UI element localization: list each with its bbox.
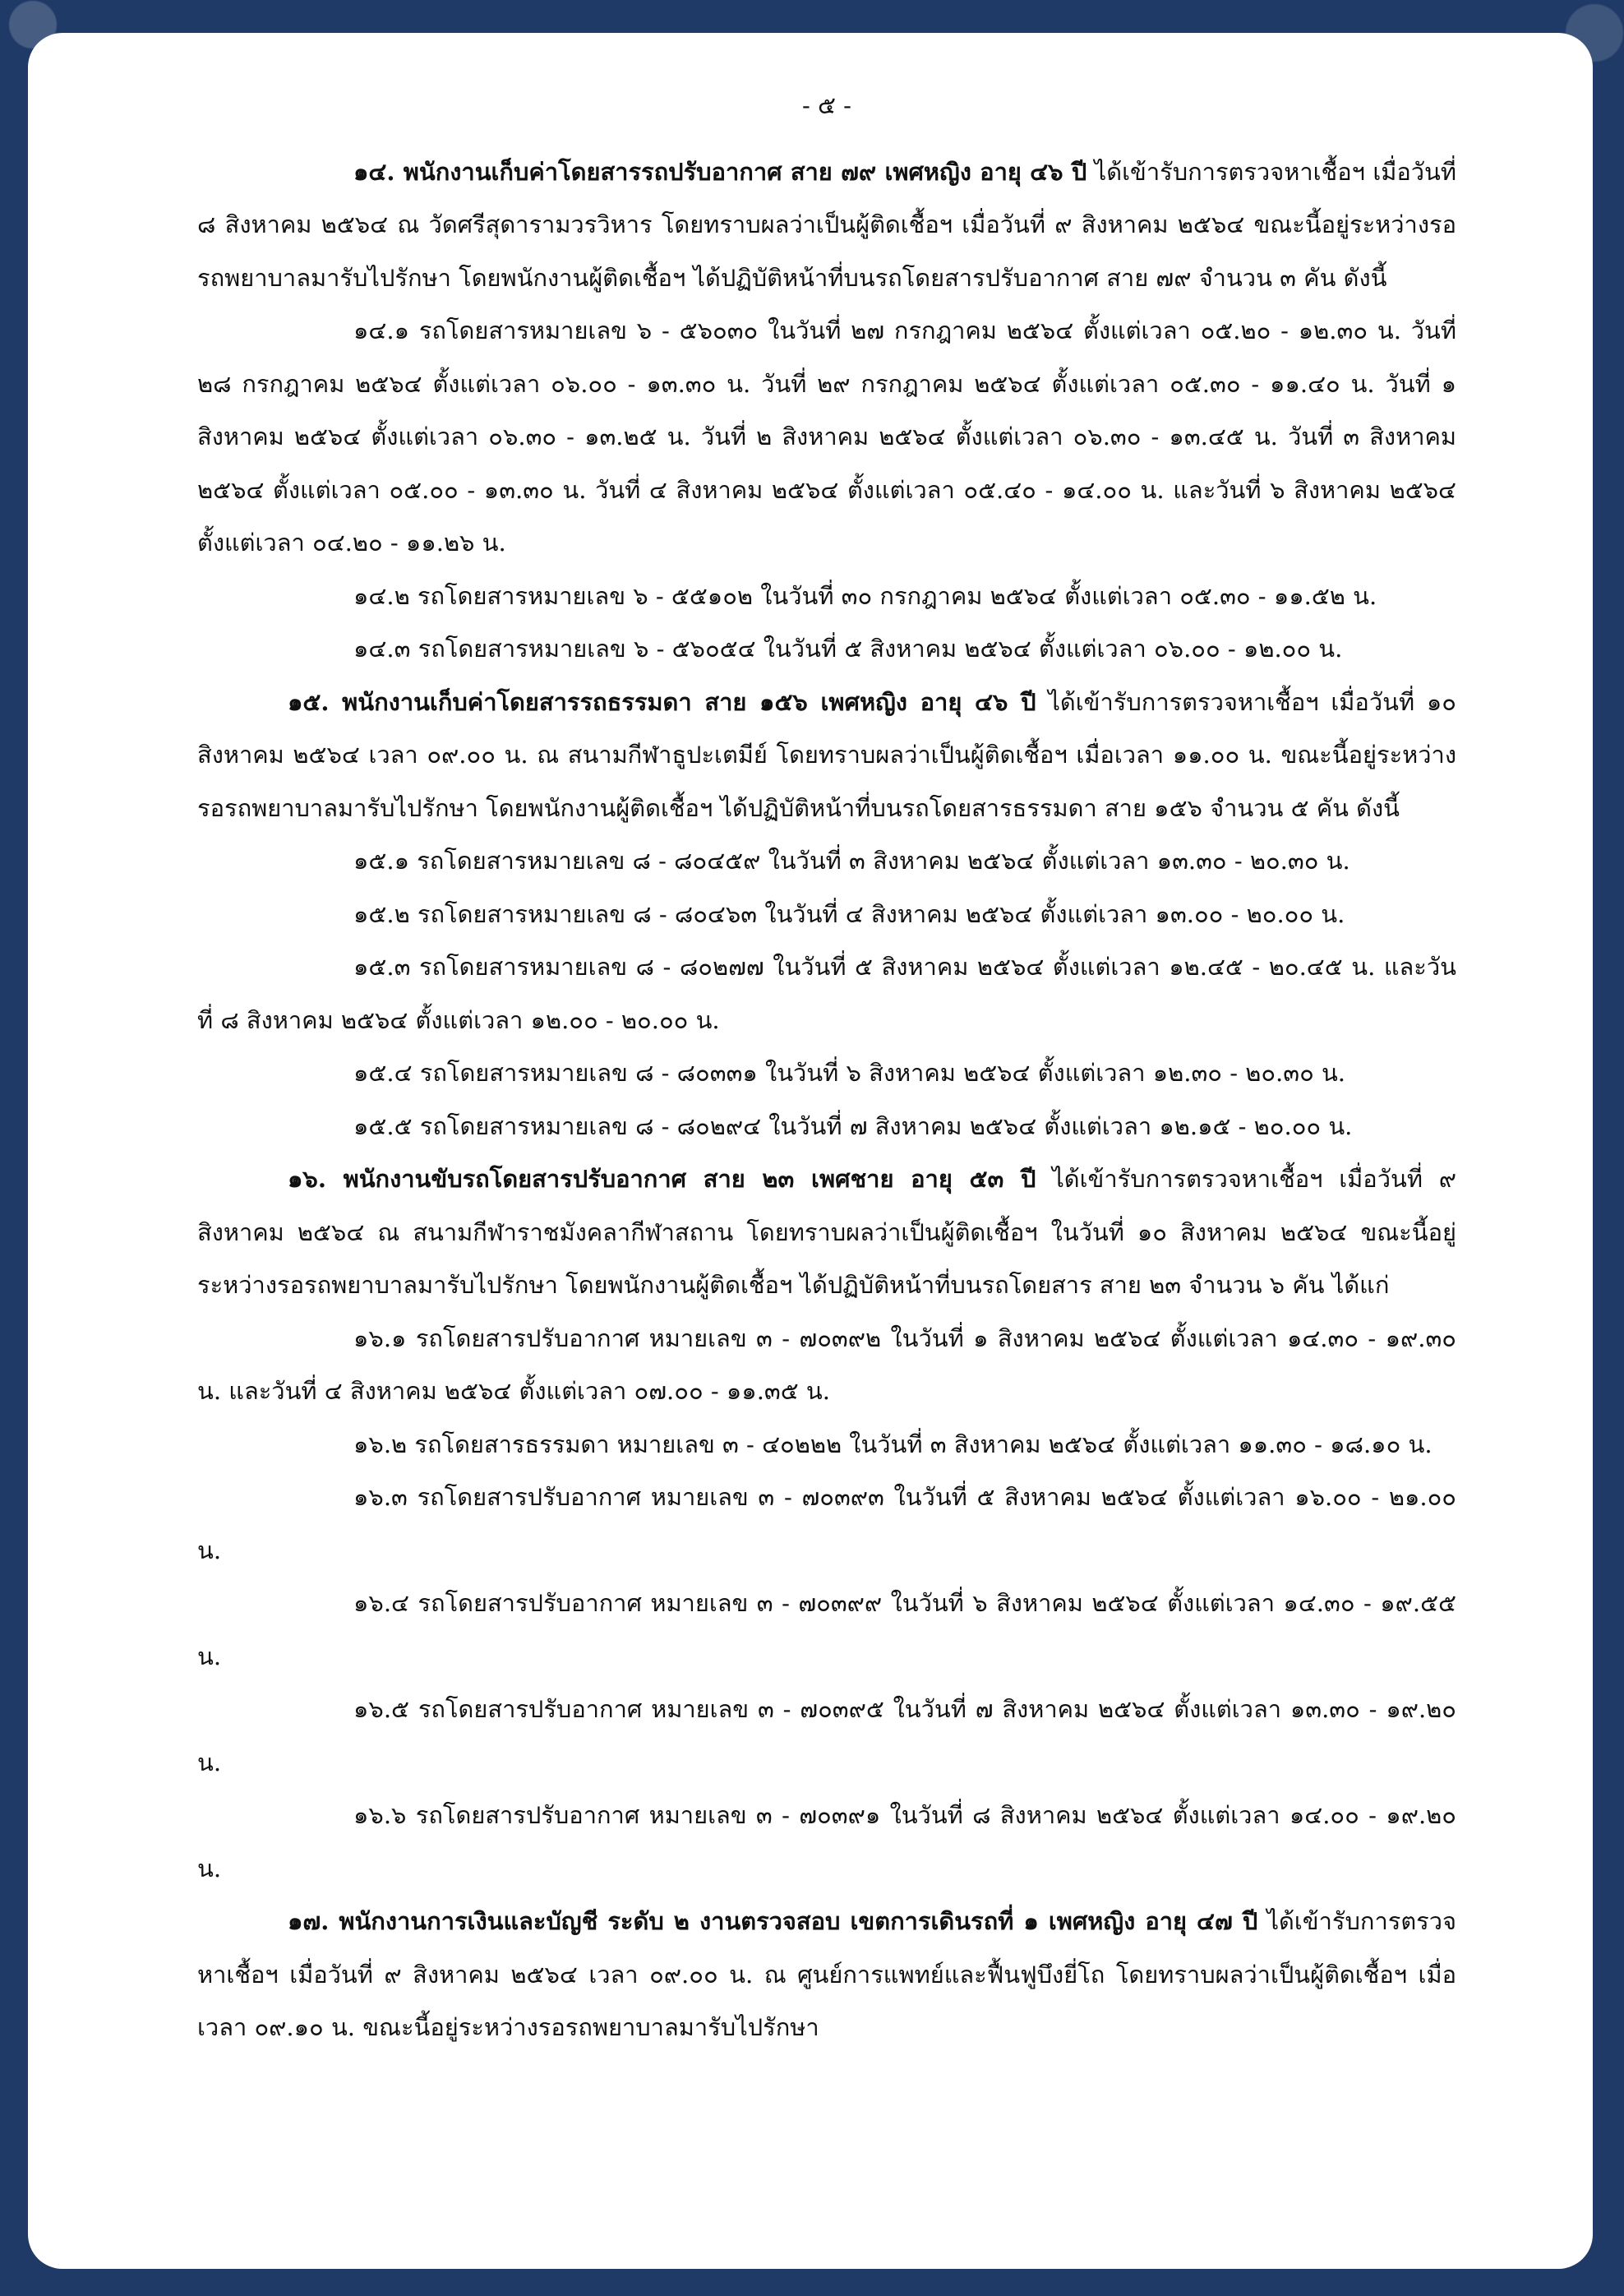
page-number: - ๕ - xyxy=(802,91,851,119)
item-16-2: ๑๖.๒ รถโดยสารธรรมดา หมายเลข ๓ - ๔๐๒๒๒ ในวันที่ ๓ สิงหาคม ๒๕๖๔ ตั้งแต่เวลา ๑๑.๓๐ - ๑๘.๑๐ น. xyxy=(353,1430,1433,1458)
item-16-5: ๑๖.๕ รถโดยสารปรับอากาศ หมายเลข ๓ - ๗๐๓๙๕ ในวันที่ ๗ สิงหาคม ๒๕๖๔ ตั้งแต่เวลา ๑๓.๓๐ - ๑๙.๒๐ น. xyxy=(197,1695,1457,1776)
item-17 xyxy=(197,1895,1456,2054)
item-16-text: ได้เข้ารับการตรวจหาเชื้อฯ เมื่อวันที่ ๙ สิงหาคม ๒๕๖๔ ณ สนามกีฬาราชมังคลากีฬาสถาน โดยทราบผลว่าเป็นผู้ติดเชื้อฯ ในวันที่ ๑๐ สิงหาคม ๒๕๖๔ ขณะนี้อยู่ระหว่างรอรถพยาบาลมารับไปรักษา โดยพนักงานผู้ติดเชื้อฯ ได้ปฏิบัติหน้าที่บนรถโดยสาร สาย ๒๓ จำนวน ๖ คัน ได้แก่ xyxy=(197,1165,1456,1299)
document-page xyxy=(28,33,1593,2269)
document-body xyxy=(197,79,1456,2054)
item-15-heading: ๑๕. พนักงานเก็บค่าโดยสารรถธรรมดา สาย ๑๕๖ เพศหญิง อายุ ๔๖ ปี xyxy=(288,687,1036,716)
item-14-2: ๑๔.๒ รถโดยสารหมายเลข ๖ - ๕๕๑๐๒ ในวันที่ ๓๐ กรกฎาคม ๒๕๖๔ ตั้งแต่เวลา ๐๕.๓๐ - ๑๑.๕๒ น. xyxy=(353,581,1377,610)
item-16 xyxy=(197,1153,1456,1312)
item-17-text: ได้เข้ารับการตรวจหาเชื้อฯ เมื่อวันที่ ๙ สิงหาคม ๒๕๖๔ เวลา ๐๙.๐๐ น. ณ ศูนย์การแพทย์และฟื้นฟูบึงยี่โถ โดยทราบผลว่าเป็นผู้ติดเชื้อฯ เมื่อเวลา ๐๙.๑๐ น. ขณะนี้อยู่ระหว่างรอรถพยาบาลมารับไปรักษา xyxy=(197,1907,1457,2041)
item-15-1: ๑๕.๑ รถโดยสารหมายเลข ๘ - ๘๐๔๕๙ ในวันที่ ๓ สิงหาคม ๒๕๖๔ ตั้งแต่เวลา ๑๓.๓๐ - ๒๐.๓๐ น. xyxy=(353,847,1350,875)
item-16-6: ๑๖.๖ รถโดยสารปรับอากาศ หมายเลข ๓ - ๗๐๓๙๑ ในวันที่ ๘ สิงหาคม ๒๕๖๔ ตั้งแต่เวลา ๑๔.๐๐ - ๑๙.๒๐ น. xyxy=(197,1801,1456,1883)
item-16-1: ๑๖.๑ รถโดยสารปรับอากาศ หมายเลข ๓ - ๗๐๓๙๒ ในวันที่ ๑ สิงหาคม ๒๕๖๔ ตั้งแต่เวลา ๑๔.๓๐ - ๑๙.๓๐ น. และวันที่ ๔ สิงหาคม ๒๕๖๔ ตั้งแต่เวลา ๐๗.๐๐ - ๑๑.๓๕ น. xyxy=(197,1324,1456,1405)
item-14 xyxy=(197,146,1456,305)
item-14-text: ได้เข้ารับการตรวจหาเชื้อฯ เมื่อวันที่ ๘ สิงหาคม ๒๕๖๔ ณ วัดศรีสุดารามวรวิหาร โดยทราบผลว่าเป็นผู้ติดเชื้อฯ เมื่อวันที่ ๙ สิงหาคม ๒๕๖๔ ขณะนี้อยู่ระหว่างรอรถพยาบาลมารับไปรักษา โดยพนักงานผู้ติดเชื้อฯ ได้ปฏิบัติหน้าที่บนรถโดยสารปรับอากาศ สาย ๗๙ จำนวน ๓ คัน ดังนี้ xyxy=(197,157,1456,292)
item-14-1: ๑๔.๑ รถโดยสารหมายเลข ๖ - ๕๖๐๓๐ ในวันที่ ๒๗ กรกฎาคม ๒๕๖๔ ตั้งแต่เวลา ๐๕.๒๐ - ๑๒.๓๐ น. วันที่ ๒๘ กรกฎาคม ๒๕๖๔ ตั้งแต่เวลา ๐๖.๐๐ - ๑๓.๓๐ น. วันที่ ๒๙ กรกฎาคม ๒๕๖๔ ตั้งแต่เวลา ๐๕.๓๐ - ๑๑.๔๐ น. วันที่ ๑ สิงหาคม ๒๕๖๔ ตั้งแต่เวลา ๐๖.๓๐ - ๑๓.๒๕ น. วันที่ ๒ สิงหาคม ๒๕๖๔ ตั้งแต่เวลา ๐๖.๓๐ - ๑๓.๔๕ น. วันที่ ๓ สิงหาคม ๒๕๖๔ ตั้งแต่เวลา ๐๕.๐๐ - ๑๓.๓๐ น. วันที่ ๔ สิงหาคม ๒๕๖๔ ตั้งแต่เวลา ๐๕.๔๐ - ๑๔.๐๐ น. และวันที่ ๖ สิงหาคม ๒๕๖๔ ตั้งแต่เวลา ๐๔.๒๐ - ๑๑.๒๖ น. xyxy=(197,316,1456,557)
item-16-4: ๑๖.๔ รถโดยสารปรับอากาศ หมายเลข ๓ - ๗๐๓๙๙ ในวันที่ ๖ สิงหาคม ๒๕๖๔ ตั้งแต่เวลา ๑๔.๓๐ - ๑๙.๕๕ น. xyxy=(197,1589,1456,1670)
item-15 xyxy=(197,676,1456,835)
item-15-5: ๑๕.๕ รถโดยสารหมายเลข ๘ - ๘๐๒๙๔ ในวันที่ ๗ สิงหาคม ๒๕๖๔ ตั้งแต่เวลา ๑๒.๑๕ - ๒๐.๐๐ น. xyxy=(353,1111,1353,1140)
item-14-3: ๑๔.๓ รถโดยสารหมายเลข ๖ - ๕๖๐๕๔ ในวันที่ ๕ สิงหาคม ๒๕๖๔ ตั้งแต่เวลา ๐๖.๐๐ - ๑๒.๐๐ น. xyxy=(353,635,1343,663)
item-14-heading: ๑๔. พนักงานเก็บค่าโดยสารรถปรับอากาศ สาย ๗๙ เพศหญิง อายุ ๔๖ ปี xyxy=(353,157,1087,186)
item-16-heading: ๑๖. พนักงานขับรถโดยสารปรับอากาศ สาย ๒๓ เพศชาย อายุ ๕๓ ปี xyxy=(288,1165,1036,1193)
item-16-3: ๑๖.๓ รถโดยสารปรับอากาศ หมายเลข ๓ - ๗๐๓๙๓ ในวันที่ ๕ สิงหาคม ๒๕๖๔ ตั้งแต่เวลา ๑๖.๐๐ - ๒๑.๐๐ น. xyxy=(197,1483,1456,1564)
item-17-heading: ๑๗. พนักงานการเงินและบัญชี ระดับ ๒ งานตรวจสอบ เขตการเดินรถที่ ๑ เพศหญิง อายุ ๔๗ ปี xyxy=(288,1907,1258,1935)
item-15-3: ๑๕.๓ รถโดยสารหมายเลข ๘ - ๘๐๒๗๗ ในวันที่ ๕ สิงหาคม ๒๕๖๔ ตั้งแต่เวลา ๑๒.๔๕ - ๒๐.๔๕ น. และวันที่ ๘ สิงหาคม ๒๕๖๔ ตั้งแต่เวลา ๑๒.๐๐ - ๒๐.๐๐ น. xyxy=(197,953,1456,1034)
item-15-text: ได้เข้ารับการตรวจหาเชื้อฯ เมื่อวันที่ ๑๐ สิงหาคม ๒๕๖๔ เวลา ๐๙.๐๐ น. ณ สนามกีฬาธูปะเตมีย์ โดยทราบผลว่าเป็นผู้ติดเชื้อฯ เมื่อเวลา ๑๑.๐๐ น. ขณะนี้อยู่ระหว่างรอรถพยาบาลมารับไปรักษา โดยพนักงานผู้ติดเชื้อฯ ได้ปฏิบัติหน้าที่บนรถโดยสารธรรมดา สาย ๑๕๖ จำนวน ๕ คัน ดังนี้ xyxy=(197,687,1456,822)
item-15-2: ๑๕.๒ รถโดยสารหมายเลข ๘ - ๘๐๔๖๓ ในวันที่ ๔ สิงหาคม ๒๕๖๔ ตั้งแต่เวลา ๑๓.๐๐ - ๒๐.๐๐ น. xyxy=(353,899,1345,928)
item-15-4: ๑๕.๔ รถโดยสารหมายเลข ๘ - ๘๐๓๓๑ ในวันที่ ๖ สิงหาคม ๒๕๖๔ ตั้งแต่เวลา ๑๒.๓๐ - ๒๐.๓๐ น. xyxy=(353,1059,1346,1087)
